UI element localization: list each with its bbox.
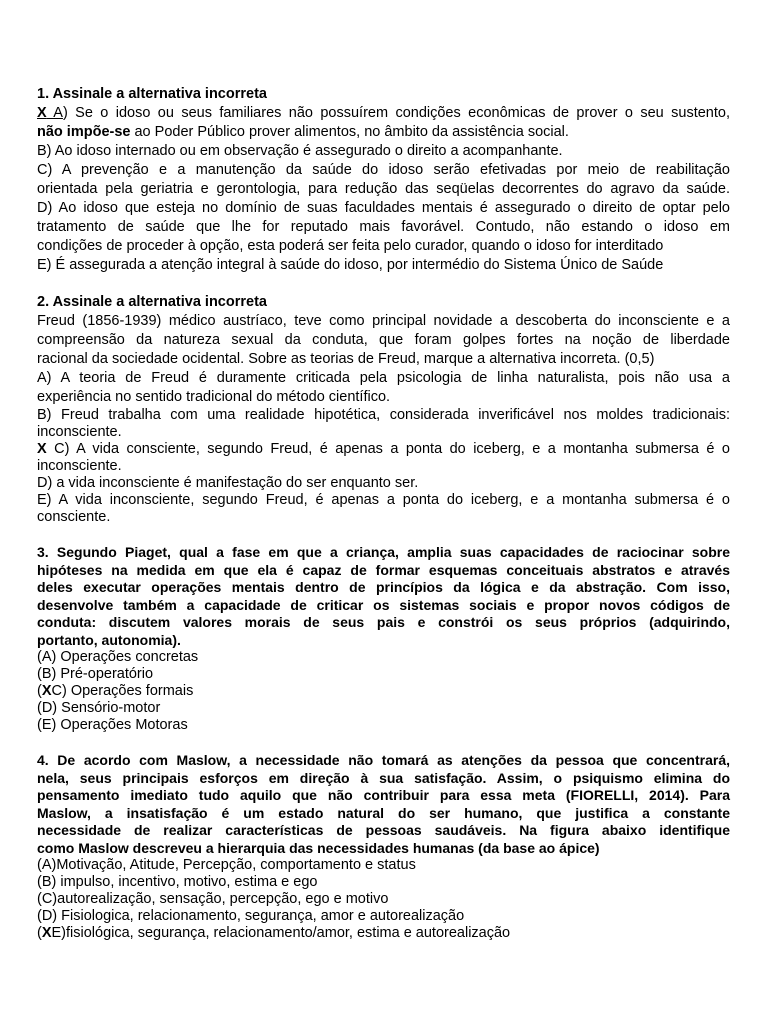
option-line: (B) impulso, incentivo, motivo, estima e ego (37, 874, 318, 890)
option-line: (D) Fisiologica, relacionamento, segurança, amor e autorealização (37, 908, 465, 924)
option-line: (A) Operações concretas (37, 649, 199, 665)
answer-line: experiência no sentido tradicional do método científico. (37, 389, 391, 405)
answer-line: inconsciente. (37, 424, 122, 440)
answer-line: racional da sociedade ocidental. Sobre as teorias de Freud, marque a alternativa incorreta. (0,5) (37, 351, 655, 367)
answer-line: A) A teoria de Freud é duramente criticada pela psicologia de linha naturalista, pois não usa a (37, 370, 730, 386)
answer-line: compreensão da natureza sexual da conduta, que foram golpes fortes na noção de liberdade (37, 332, 730, 348)
answer-line: consciente. (37, 509, 111, 525)
answer-mark: X (41, 925, 52, 941)
question-statement: 4. De acordo com Maslow, a necessidade não tomará as atenções da pessoa que concentrará, nela, seus principais esforços em direção à sua satisfação. Assim, o psiquismo elimina do pensamento imediato tudo aquilo que não contribuir para essa meta (FIORELLI, 2014). Para Maslow, a insatisfação é um estado natural do ser humano, que justifica a constante necessidade de realizar características de pessoas saudáveis. Na figura abaixo identifique como Maslow descreveu a hierarquia das necessidades humanas (da base ao ápice) (37, 752, 730, 856)
option-line: (XC) Operações formais (37, 683, 194, 699)
option-line: (D) Sensório-motor (37, 700, 161, 716)
answer-line: E) A vida inconsciente, segundo Freud, é apenas a ponta do iceberg, e a montanha submersa é o (37, 492, 730, 508)
answer-line: inconsciente. (37, 458, 122, 474)
answer-line: tratamento de saúde que lhe for reputado mais favorável. Contudo, não estando o idoso em (37, 219, 730, 235)
answer-line: X C) A vida consciente, segundo Freud, é apenas a ponta do iceberg, e a montanha submersa é o (37, 441, 730, 457)
answer-mark: X (37, 441, 47, 457)
option-line: (A)Motivação, Atitude, Percepção, comportamento e status (37, 857, 416, 873)
answer-line: D) a vida inconsciente é manifestação do ser enquanto ser. (37, 475, 419, 491)
answer-mark: X (41, 683, 52, 699)
question-2 (37, 293, 730, 526)
answer-line: Freud (1856-1939) médico austríaco, teve como principal novidade a descoberta do inconsciente e a (37, 313, 730, 329)
answer-line: C) A prevenção e a manutenção da saúde do idoso serão efetivadas por meio de reabilitação (37, 162, 730, 178)
answer-mark: X (37, 105, 47, 121)
option-line: (E) Operações Motoras (37, 717, 188, 733)
question-title: 2. Assinale a alternativa incorreta (37, 294, 267, 310)
answer-line: X A) Se o idoso ou seus familiares não possuírem condições econômicas de prover o seu sustento, (37, 105, 730, 121)
answer-line: B) Ao idoso internado ou em observação é assegurado o direito a acompanhante. (37, 143, 563, 159)
question-3 (37, 544, 730, 734)
question-4 (37, 752, 730, 942)
option-line: (B) Pré-operatório (37, 666, 154, 682)
answer-line: condições de proceder à opção, esta poderá ser feita pelo curador, quando o idoso for interditado (37, 238, 664, 254)
answer-line: E) É assegurada a atenção integral à saúde do idoso, por intermédio do Sistema Único de Saúde (37, 257, 664, 273)
question-title: 1. Assinale a alternativa incorreta (37, 86, 267, 102)
question-1 (37, 85, 730, 275)
option-line: (C)autorealização, sensação, percepção, ego e motivo (37, 891, 389, 907)
question-statement: 3. Segundo Piaget, qual a fase em que a criança, amplia suas capacidades de raciocinar sobre hipóteses na medida em que ela é capaz de formar esquemas conceituais abstratos e através deles executar operações mentais dentro de princípios da lógica e da abstração. Com isso, desenvolve também a capacidade de criticar os sistemas sociais e propor novos códigos de conduta: discutem valores morais de seus pais e constrói os seus próprios (adquirindo, portanto, autonomia). (37, 544, 730, 648)
option-line: (XE)fisiológica, segurança, relacionamento/amor, estima e autorealização (37, 925, 511, 941)
answer-line: B) Freud trabalha com uma realidade hipotética, considerada inverificável nos moldes tradicionais: (37, 407, 730, 423)
answer-line: não impõe-se ao Poder Público prover alimentos, no âmbito da assistência social. (37, 124, 569, 140)
answer-line: orientada pela geriatria e gerontologia, para redução das seqüelas decorrentes do agravo da saúde. (37, 181, 730, 197)
document-page (37, 85, 730, 960)
answer-line: D) Ao idoso que esteja no domínio de suas faculdades mentais é assegurado o direito de optar pelo (37, 200, 730, 216)
